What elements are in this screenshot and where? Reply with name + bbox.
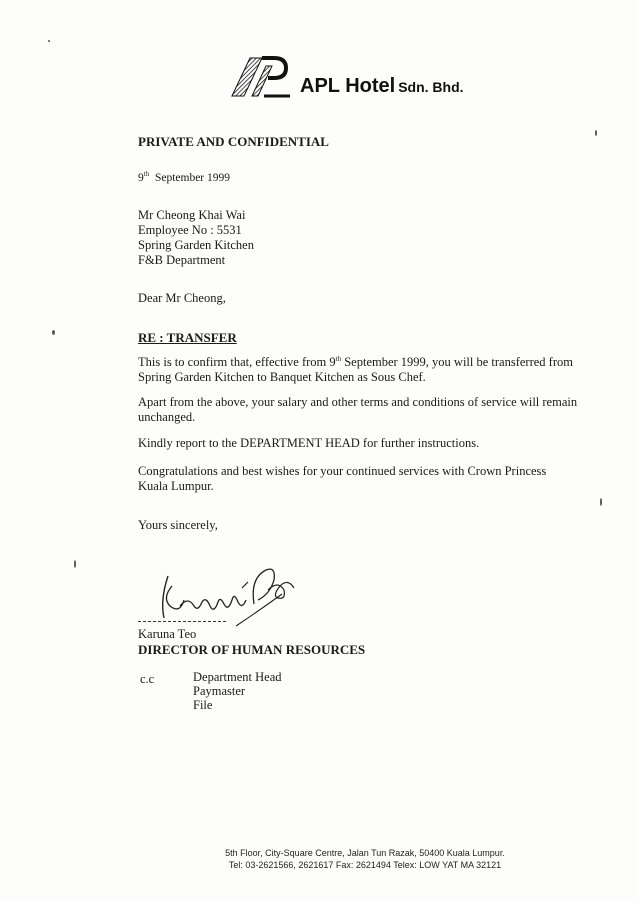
cc-list	[193, 670, 282, 712]
scan-speck	[600, 498, 602, 506]
signatory-name: Karuna Teo	[138, 627, 197, 641]
recipient-line: Employee No : 5531	[138, 223, 242, 237]
letterhead-footer	[200, 847, 530, 871]
paragraph-transfer	[138, 355, 578, 385]
footer-contact: Tel: 03-2621566, 2621617 Fax: 2621494 Telex: LOW YAT MA 32121	[228, 860, 502, 870]
company-suffix: Sdn. Bhd.	[398, 79, 464, 95]
ordinal-suffix: th	[335, 354, 342, 363]
scan-speck	[48, 40, 50, 42]
apl-logo-icon	[228, 52, 294, 100]
paragraph-conditions: Apart from the above, your salary and other terms and conditions of service will remain unchanged.	[138, 395, 578, 424]
recipient-line: Mr Cheong Khai Wai	[138, 208, 246, 222]
recipient-line: F&B Department	[138, 253, 226, 267]
recipient-address	[138, 208, 254, 268]
closing: Yours sincerely,	[138, 518, 218, 532]
cc-label: c.c	[140, 672, 155, 686]
paragraph-instructions: Kindly report to the DEPARTMENT HEAD for further instructions.	[138, 436, 480, 450]
date-month-year: September 1999	[154, 172, 231, 184]
company-name-text: APL Hotel	[300, 75, 396, 97]
paragraph-text: This is to confirm that, effective from 9	[138, 355, 336, 369]
cc-item: File	[193, 698, 213, 712]
signature-line	[138, 621, 226, 622]
handwritten-signature	[150, 560, 300, 628]
salutation: Dear Mr Cheong,	[138, 291, 226, 305]
company-name	[300, 75, 464, 98]
scan-speck	[595, 130, 597, 136]
paragraph-text: September 1999, you will be transferred from Spring Garden Kitchen to Banquet Kitchen as Sous Chef.	[138, 355, 573, 384]
scan-speck	[52, 330, 55, 335]
paragraph-congratulations: Congratulations and best wishes for your continued services with Crown Princess Kuala Lumpur.	[138, 464, 547, 493]
recipient-line: Spring Garden Kitchen	[138, 238, 254, 252]
date-ordinal: th	[143, 170, 150, 179]
cc-item: Department Head	[193, 670, 282, 684]
cc-item: Paymaster	[193, 684, 246, 698]
signatory-title: DIRECTOR OF HUMAN RESOURCES	[138, 642, 366, 657]
date-day: 9	[138, 172, 144, 184]
scan-speck	[74, 560, 76, 568]
subject-line: RE : TRANSFER	[138, 330, 237, 345]
letterhead	[228, 52, 464, 100]
footer-address: 5th Floor, City-Square Centre, Jalan Tun Razak, 50400 Kuala Lumpur.	[225, 848, 505, 858]
classification-heading: PRIVATE AND CONFIDENTIAL	[138, 134, 329, 149]
letter-date	[138, 171, 230, 186]
